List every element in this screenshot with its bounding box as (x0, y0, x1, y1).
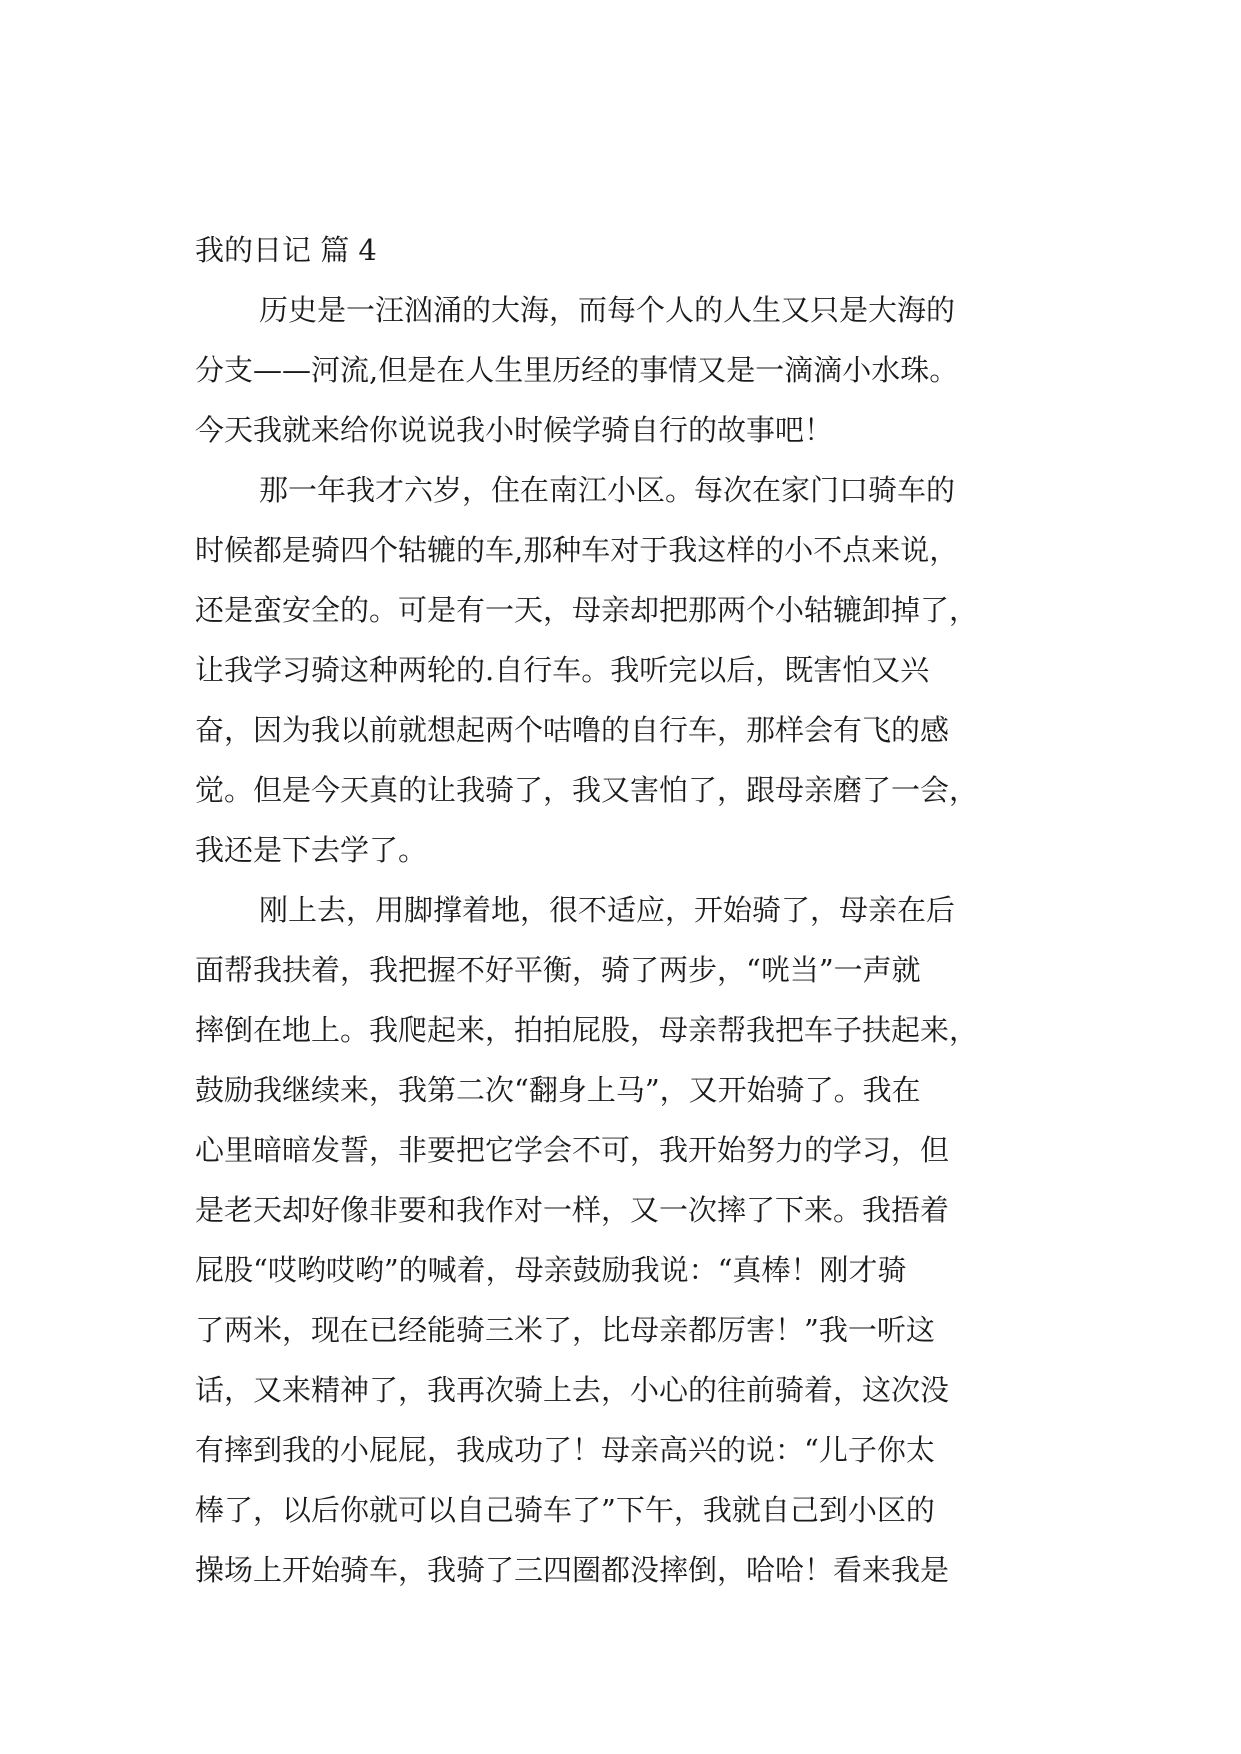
text-line: 操场上开始骑车，我骑了三四圈都没摔倒，哈哈！看来我是 (195, 1553, 950, 1587)
text-line: 我还是下去学了。 (195, 833, 428, 867)
text-line: 了两米，现在已经能骑三米了，比母亲都厉害！”我一听这 (195, 1313, 935, 1347)
text-line: 棒了，以后你就可以自己骑车了”下午，我就自己到小区的 (195, 1493, 935, 1527)
text-line: 面帮我扶着，我把握不好平衡，骑了两步，“咣当”一声就 (195, 953, 921, 987)
text-line: 觉。但是今天真的让我骑了，我又害怕了，跟母亲磨了一会， (195, 773, 979, 807)
text-line: 历史是一汪汹涌的大海，而每个人的人生又只是大海的 (259, 293, 956, 327)
text-line: 让我学习骑这种两轮的.自行车。我听完以后，既害怕又兴 (195, 653, 930, 687)
text-line: 刚上去，用脚撑着地，很不适应，开始骑了，母亲在后 (259, 893, 956, 927)
document-title: 我的日记 篇 4 (195, 233, 377, 267)
document-body (195, 220, 1055, 1600)
text-line: 还是蛮安全的。可是有一天，母亲却把那两个小轱辘卸掉了， (195, 593, 979, 627)
text-line: 心里暗暗发誓，非要把它学会不可，我开始努力的学习，但 (195, 1133, 950, 1167)
text-line: 时候都是骑四个轱辘的车,那种车对于我这样的小不点来说， (195, 533, 959, 567)
text-line: 今天我就来给你说说我小时候学骑自行的故事吧！ (195, 413, 834, 447)
text-line: 奋，因为我以前就想起两个咕噜的自行车，那样会有飞的感 (195, 713, 950, 747)
document-text (195, 280, 1055, 1600)
text-line: 那一年我才六岁，住在南江小区。每次在家门口骑车的 (259, 473, 956, 507)
text-line: 话，又来精神了，我再次骑上去，小心的往前骑着，这次没 (195, 1373, 950, 1407)
text-line: 分支——河流,但是在人生里历经的事情又是一滴滴小水珠。 (195, 353, 959, 387)
text-line: 有摔到我的小屁屁，我成功了！母亲高兴的说：“儿子你太 (195, 1433, 935, 1467)
text-line: 鼓励我继续来，我第二次“翻身上马”，又开始骑了。我在 (195, 1073, 921, 1107)
text-line: 摔倒在地上。我爬起来，拍拍屁股，母亲帮我把车子扶起来， (195, 1013, 979, 1047)
text-line: 是老天却好像非要和我作对一样，又一次摔了下来。我捂着 (195, 1193, 950, 1227)
text-line: 屁股“哎哟哎哟”的喊着，母亲鼓励我说：“真棒！刚才骑 (195, 1253, 907, 1287)
